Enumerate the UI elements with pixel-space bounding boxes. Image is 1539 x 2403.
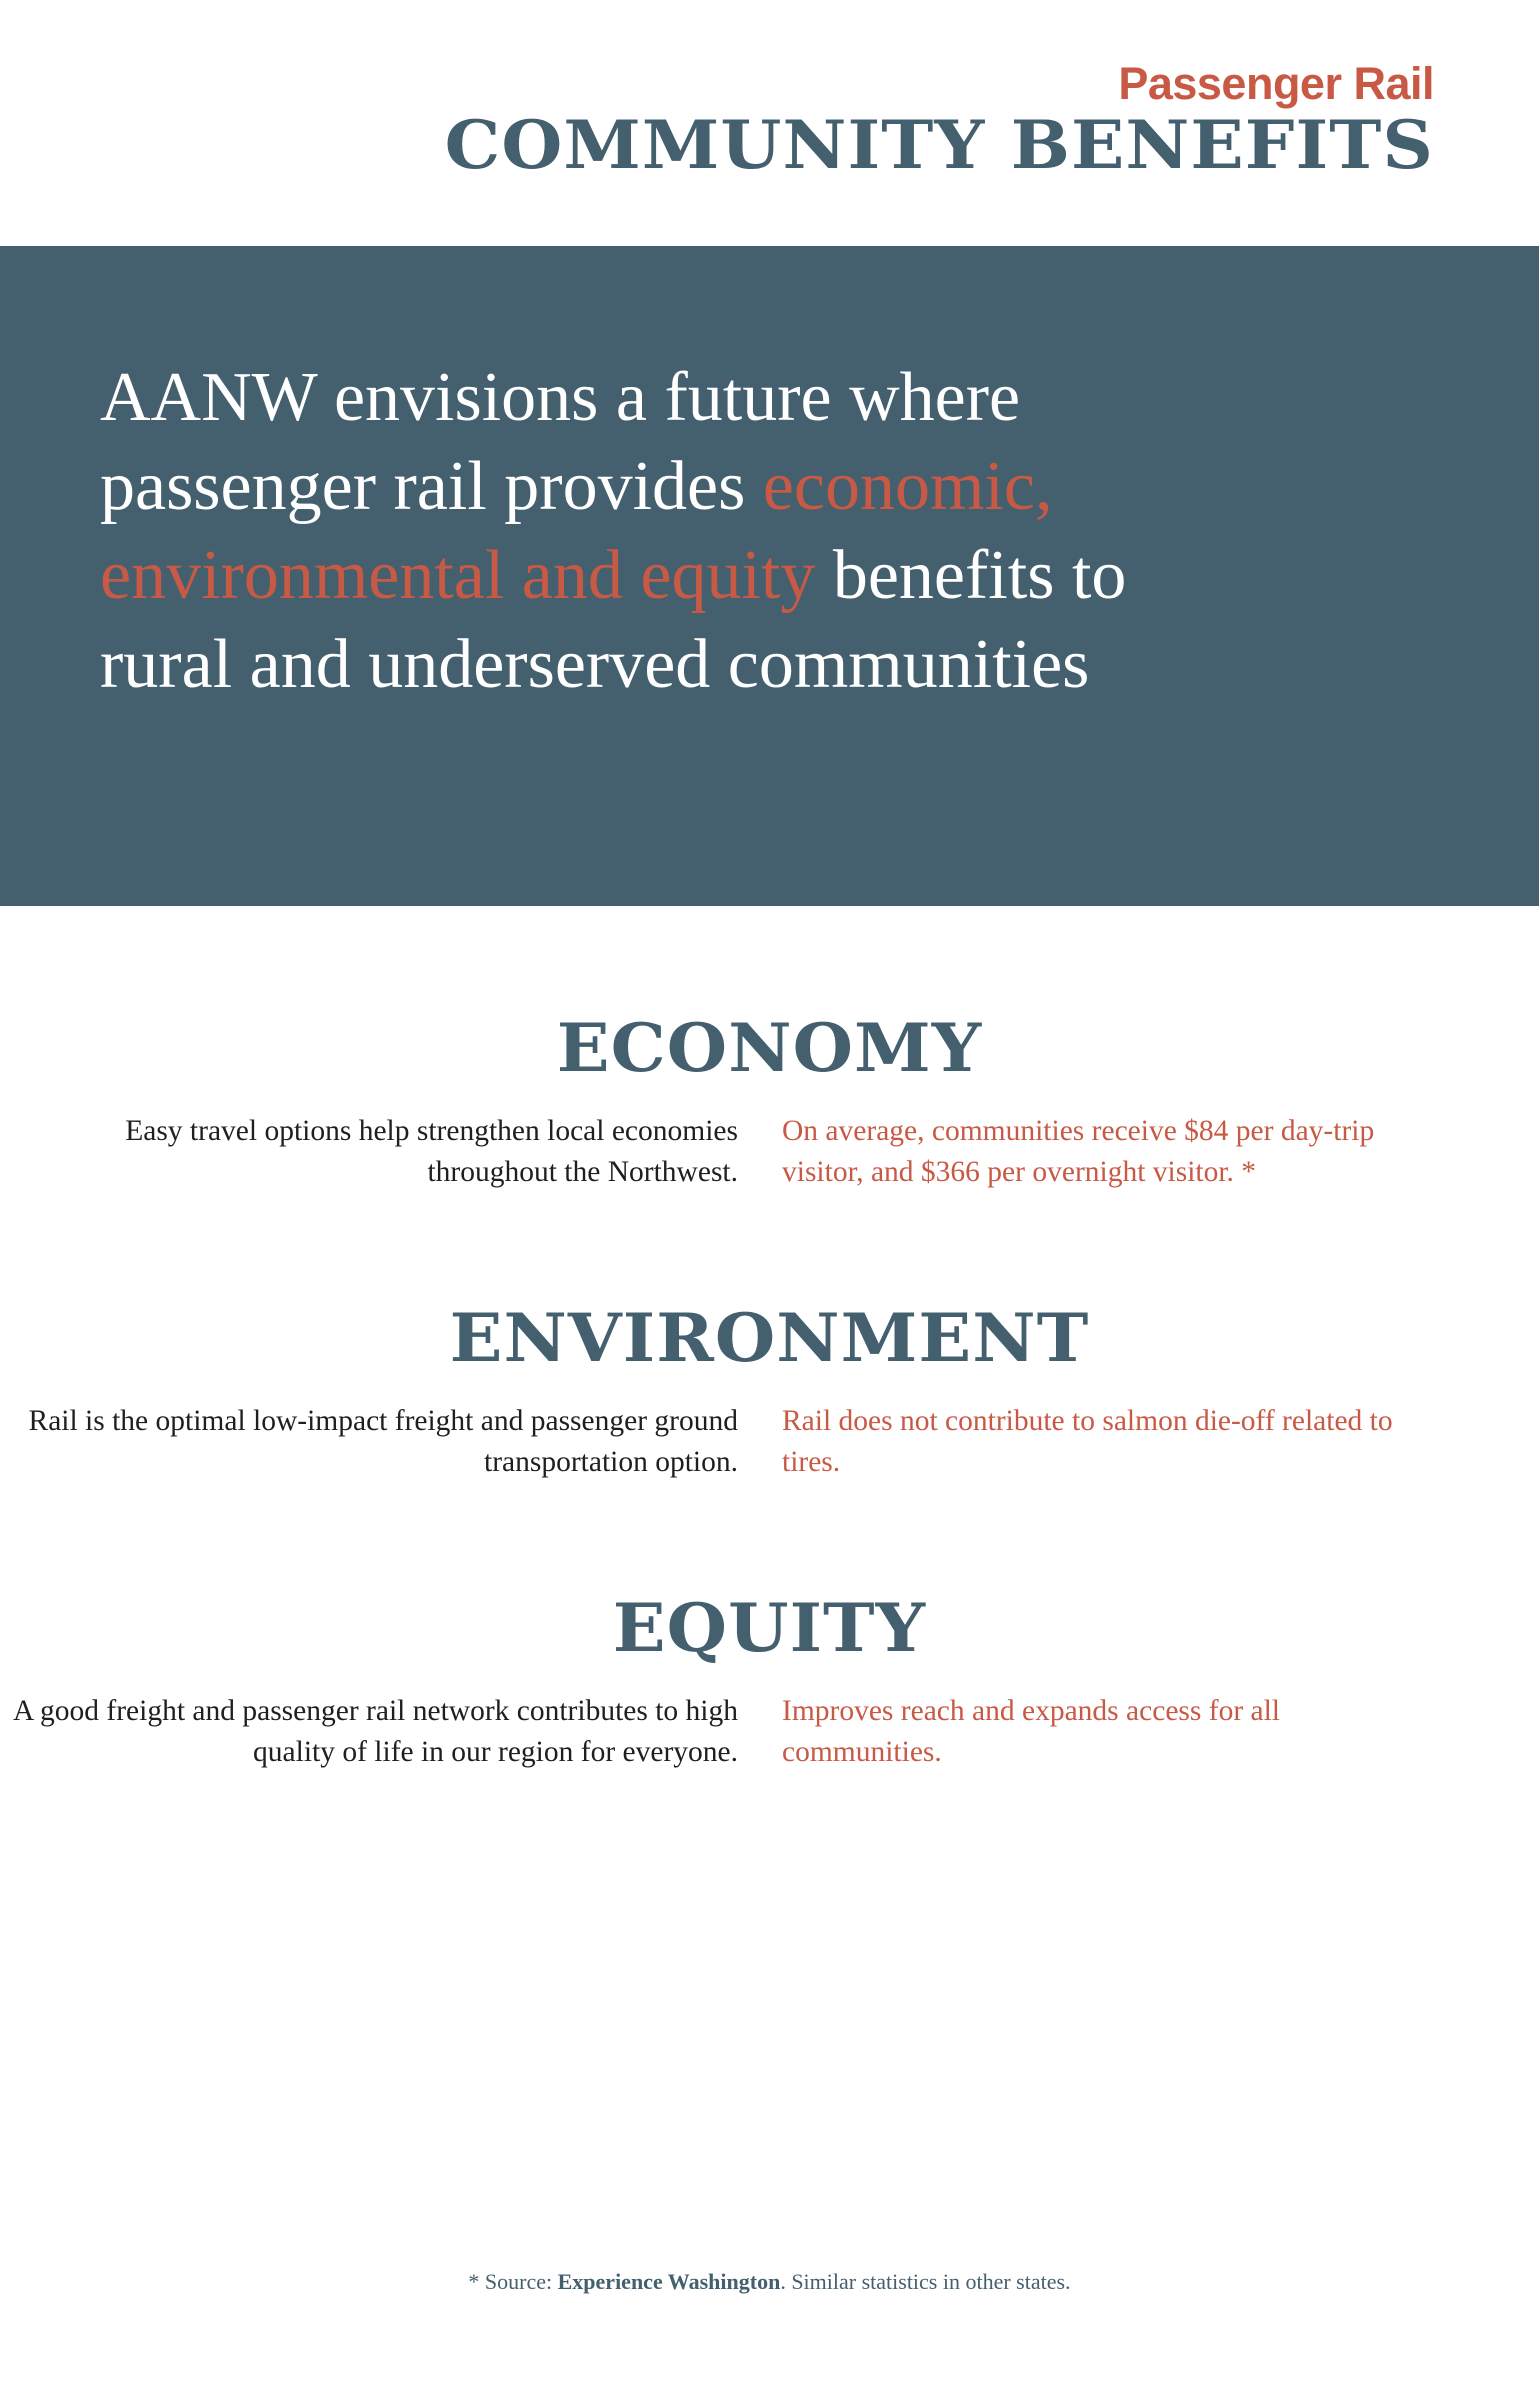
section-equity	[0, 1588, 1539, 1774]
section-economy-left-text: Easy travel options help strengthen local economies throughout the Northwest.	[125, 1115, 738, 1189]
section-economy	[0, 1008, 1539, 1194]
section-environment-right-text: Rail does not contribute to salmon die-off related to tires.	[782, 1405, 1393, 1479]
section-environment	[0, 1298, 1539, 1484]
section-heading-environment: ENVIRONMENT	[449, 1298, 1090, 1377]
section-body-economy	[0, 1111, 1539, 1194]
section-heading-economy: ECONOMY	[556, 1008, 983, 1087]
section-heading-equity: EQUITY	[612, 1588, 927, 1667]
footnote-prefix: * Source:	[468, 2269, 558, 2294]
footnote-source-name: Experience Washington	[557, 2269, 781, 2294]
vision-text-accent: economic, environmental and equity	[100, 447, 1053, 614]
section-economy-right-text: On average, communities receive $84 per day-trip visitor, and $366 per overnight visitor. *	[782, 1115, 1375, 1189]
vision-text-part-1: AANW envisions a future where passenger rail provides	[100, 358, 1021, 525]
vision-band	[0, 246, 1539, 906]
section-body-equity	[0, 1691, 1539, 1774]
vision-text-part-2: benefits to rural and underserved communities	[100, 536, 1127, 703]
header-eyebrow: Passenger Rail	[1118, 58, 1434, 109]
section-environment-left-text: Rail is the optimal low-impact freight and passenger ground transportation option.	[28, 1405, 738, 1479]
page-header	[0, 0, 1539, 185]
vision-statement	[100, 354, 1220, 710]
section-equity-right-text: Improves reach and expands access for all communities.	[782, 1694, 1280, 1769]
page-title: COMMUNITY BENEFITS	[444, 106, 1434, 185]
footnote	[0, 2269, 1539, 2295]
benefit-sections	[0, 906, 1539, 1774]
footnote-suffix: . Similar statistics in other states.	[780, 2269, 1071, 2294]
section-equity-left-text: A good freight and passenger rail network contributes to high quality of life in our region for everyone.	[12, 1694, 738, 1769]
section-body-environment	[0, 1401, 1539, 1484]
